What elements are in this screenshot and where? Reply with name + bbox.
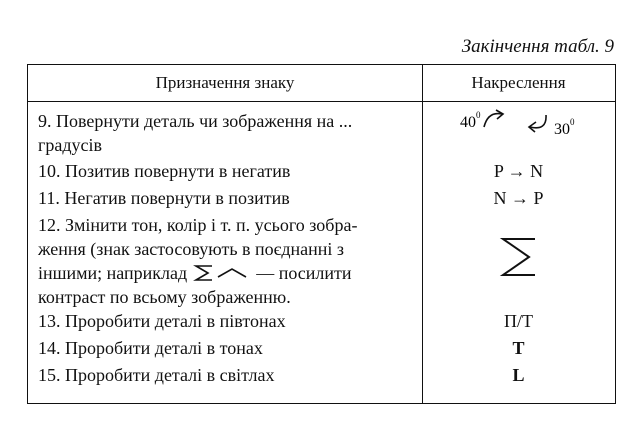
- table-header: [28, 65, 615, 102]
- row-12-number: 12.: [38, 215, 61, 235]
- row-12-symbol: [422, 235, 615, 285]
- row-13-description: Проробити деталі в півтонах: [65, 311, 286, 331]
- row-15-text: [38, 363, 414, 387]
- row-12-line-2: ження (знак застосовують в поєднанні з: [38, 239, 345, 259]
- rotate-arrows-icon: [422, 105, 617, 139]
- row-9-description: Повернути деталь чи зображення на ... градусів: [38, 111, 353, 155]
- row-12-description-a: Змінити тон, колір і т. п. усього зобра-: [65, 215, 358, 235]
- row-9-number: 9.: [38, 111, 52, 131]
- row-12-line-4: контраст по всьому зображенню.: [38, 287, 291, 307]
- contrast-example-icon: [194, 264, 250, 282]
- degree-sign-2: 0: [570, 117, 575, 127]
- row-9-symbol: [422, 105, 615, 138]
- row-15-number: 15.: [38, 365, 61, 385]
- row-11-number: 11.: [38, 188, 60, 208]
- row-14-description: Проробити деталі в тонах: [65, 338, 263, 358]
- row-14-text: [38, 336, 414, 360]
- row-15-description: Проробити деталі в світлах: [65, 365, 275, 385]
- row-13-symbol: П/Т: [504, 311, 533, 331]
- row-12-description-d: — посилити: [256, 263, 352, 283]
- row-12-line-3: [38, 261, 414, 285]
- row-10-description: Позитив повернути в негатив: [65, 161, 291, 181]
- contrast-change-icon: [499, 235, 539, 279]
- rotate-angle-40: 40: [460, 114, 476, 131]
- row-12-line-1: [38, 213, 414, 237]
- row-11-symbol: N → P: [493, 188, 544, 208]
- row-14-symbol: Т: [512, 338, 525, 358]
- row-11-description: Негатив повернути в позитив: [64, 188, 290, 208]
- row-15-symbol: L: [512, 365, 525, 385]
- degree-sign-1: 0: [476, 110, 481, 120]
- row-9-text: [38, 109, 414, 157]
- row-13-text: [38, 309, 414, 333]
- row-14-number: 14.: [38, 338, 61, 358]
- row-13-number: 13.: [38, 311, 61, 331]
- symbols-table: [27, 64, 616, 404]
- header-drawing: Накреслення: [471, 73, 566, 92]
- row-10-symbol: P → N: [493, 161, 544, 181]
- header-purpose: Призначення знаку: [155, 73, 295, 92]
- table-caption: Закінчення табл. 9: [461, 36, 614, 57]
- rotate-angle-30: 30: [554, 121, 570, 138]
- row-12-description-c: іншими; наприклад: [38, 263, 188, 283]
- row-10-text: [38, 159, 414, 183]
- row-11-text: [38, 186, 414, 210]
- row-10-number: 10.: [38, 161, 61, 181]
